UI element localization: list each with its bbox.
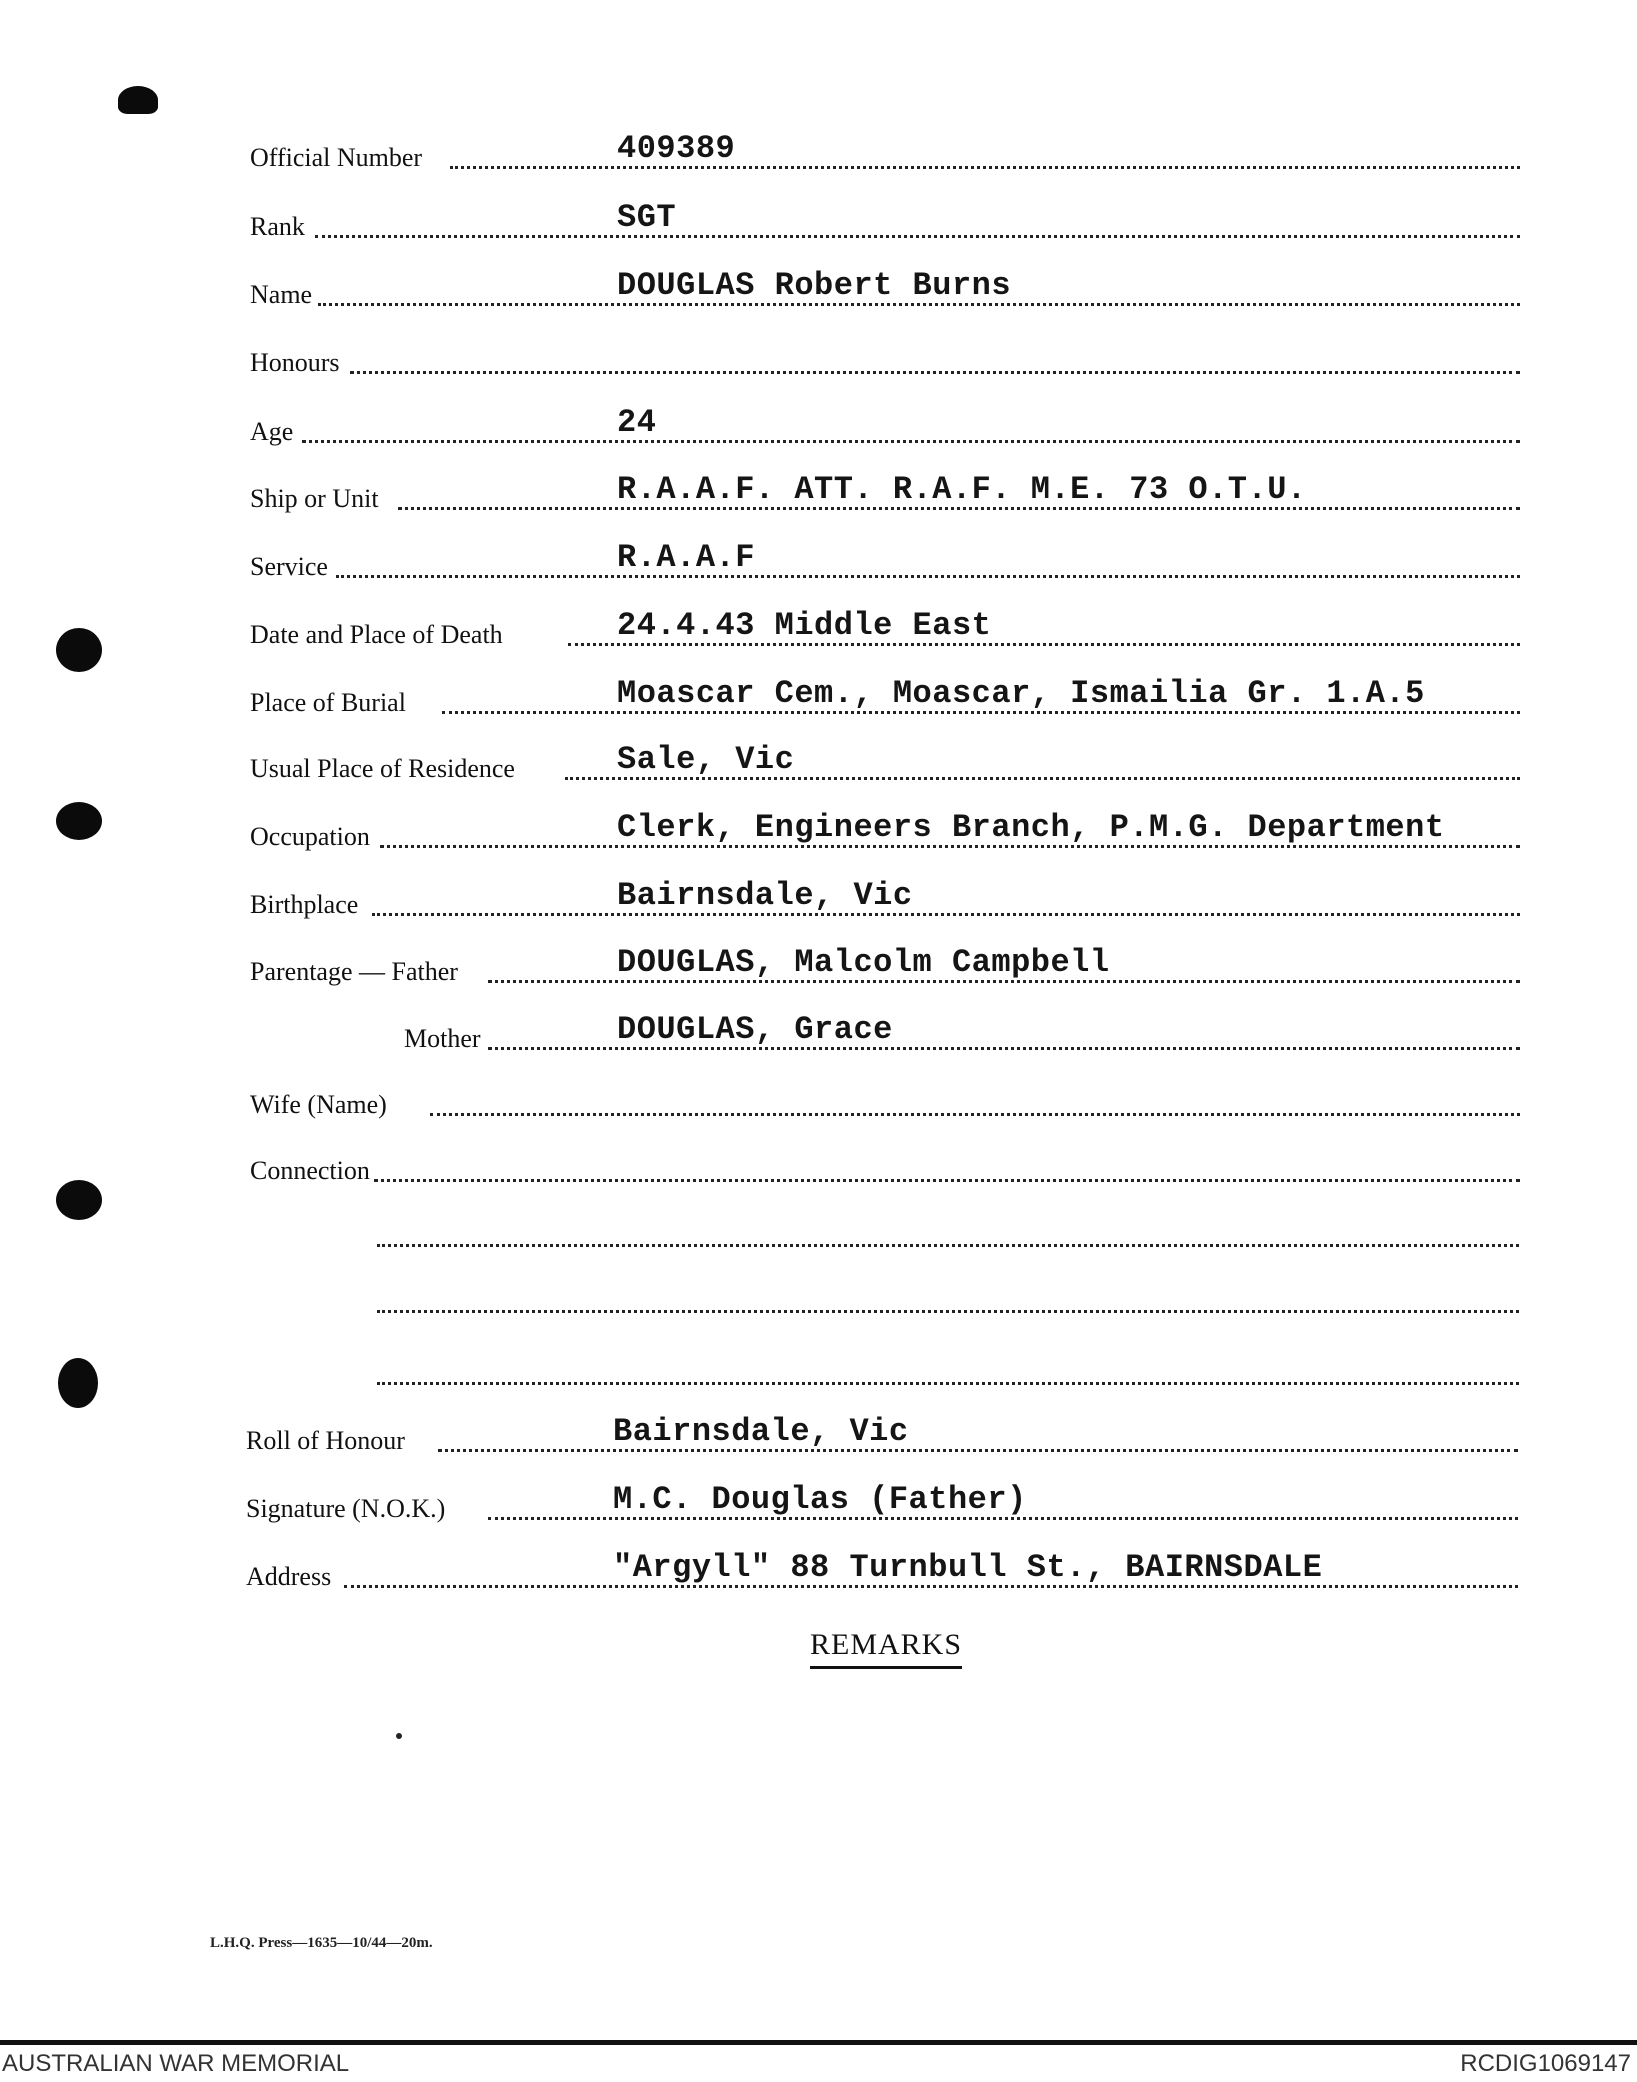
field-value: Sale, Vic: [617, 741, 795, 778]
field-usual-residence: [250, 741, 1520, 786]
field-official-number: [250, 130, 1520, 175]
field-label: Connection: [250, 1156, 370, 1185]
field-label: Ship or Unit: [250, 484, 379, 513]
field-place-of-burial: [250, 675, 1520, 720]
field-signature-nok: [246, 1481, 1518, 1526]
punch-hole-1: [56, 628, 102, 672]
field-label: Name: [250, 280, 313, 309]
field-value: Bairnsdale, Vic: [613, 1413, 909, 1450]
field-label: Parentage — Father: [250, 957, 458, 986]
field-value: 24.4.43 Middle East: [617, 607, 992, 644]
field-label: Place of Burial: [250, 688, 406, 717]
field-wife-name: [250, 1082, 1520, 1122]
field-address: [246, 1549, 1518, 1594]
field-label: Roll of Honour: [246, 1426, 405, 1455]
field-label: Rank: [250, 212, 305, 241]
connection-blank-line: [377, 1382, 1519, 1385]
field-value: 409389: [617, 130, 736, 167]
field-label: Date and Place of Death: [250, 620, 503, 649]
connection-blank-line: [377, 1244, 1519, 1247]
field-label: Birthplace: [250, 890, 359, 919]
field-label: Age: [250, 417, 294, 446]
field-occupation: [250, 809, 1520, 854]
field-label: Service: [250, 552, 328, 581]
punch-hole-top: [118, 86, 158, 114]
field-label: Mother: [404, 1024, 481, 1053]
field-ship-or-unit: [250, 471, 1520, 516]
footer-record-id: RCDIG1069147: [1460, 2050, 1631, 2077]
field-value: Moascar Cem., Moascar, Ismailia Gr. 1.A.5: [617, 675, 1425, 712]
punch-hole-4: [58, 1358, 98, 1408]
field-label: Honours: [250, 348, 340, 377]
bottom-border: [0, 2040, 1637, 2045]
field-roll-of-honour: [246, 1413, 1518, 1458]
field-value: 24: [617, 404, 657, 441]
field-value: DOUGLAS Robert Burns: [617, 267, 1012, 304]
stray-mark: [396, 1733, 402, 1739]
field-value: R.A.A.F. ATT. R.A.F. M.E. 73 O.T.U.: [617, 471, 1307, 508]
field-value: DOUGLAS, Malcolm Campbell: [617, 944, 1110, 981]
field-honours: [250, 340, 1520, 380]
field-name: [250, 267, 1520, 312]
press-mark: L.H.Q. Press—1635—10/44—20m.: [210, 1935, 433, 1951]
field-label: Occupation: [250, 822, 370, 851]
footer-institution: AUSTRALIAN WAR MEMORIAL: [2, 2050, 350, 2077]
field-connection: [250, 1148, 1520, 1188]
field-value: Bairnsdale, Vic: [617, 877, 913, 914]
field-value: R.A.A.F: [617, 539, 755, 576]
field-label: Signature (N.O.K.): [246, 1494, 446, 1523]
field-label: Wife (Name): [250, 1090, 387, 1119]
field-rank: [250, 199, 1520, 244]
field-value: Clerk, Engineers Branch, P.M.G. Department: [617, 809, 1445, 846]
field-birthplace: [250, 877, 1520, 922]
field-service: [250, 539, 1520, 584]
field-value: "Argyll" 88 Turnbull St., BAIRNSDALE: [613, 1549, 1323, 1586]
field-label: Usual Place of Residence: [250, 754, 515, 783]
field-parentage-father: [250, 944, 1520, 989]
field-value: SGT: [617, 199, 677, 236]
remarks-heading: REMARKS: [810, 1628, 962, 1669]
field-value: DOUGLAS, Grace: [617, 1011, 893, 1048]
punch-hole-3: [56, 1180, 102, 1220]
field-label: Official Number: [250, 143, 423, 172]
field-date-place-of-death: [250, 607, 1520, 652]
field-age: [250, 404, 1520, 449]
punch-hole-2: [56, 802, 102, 840]
field-value: M.C. Douglas (Father): [613, 1481, 1027, 1518]
connection-blank-line: [377, 1310, 1519, 1313]
field-parentage-mother: [250, 1011, 1520, 1056]
field-label: Address: [246, 1562, 332, 1591]
